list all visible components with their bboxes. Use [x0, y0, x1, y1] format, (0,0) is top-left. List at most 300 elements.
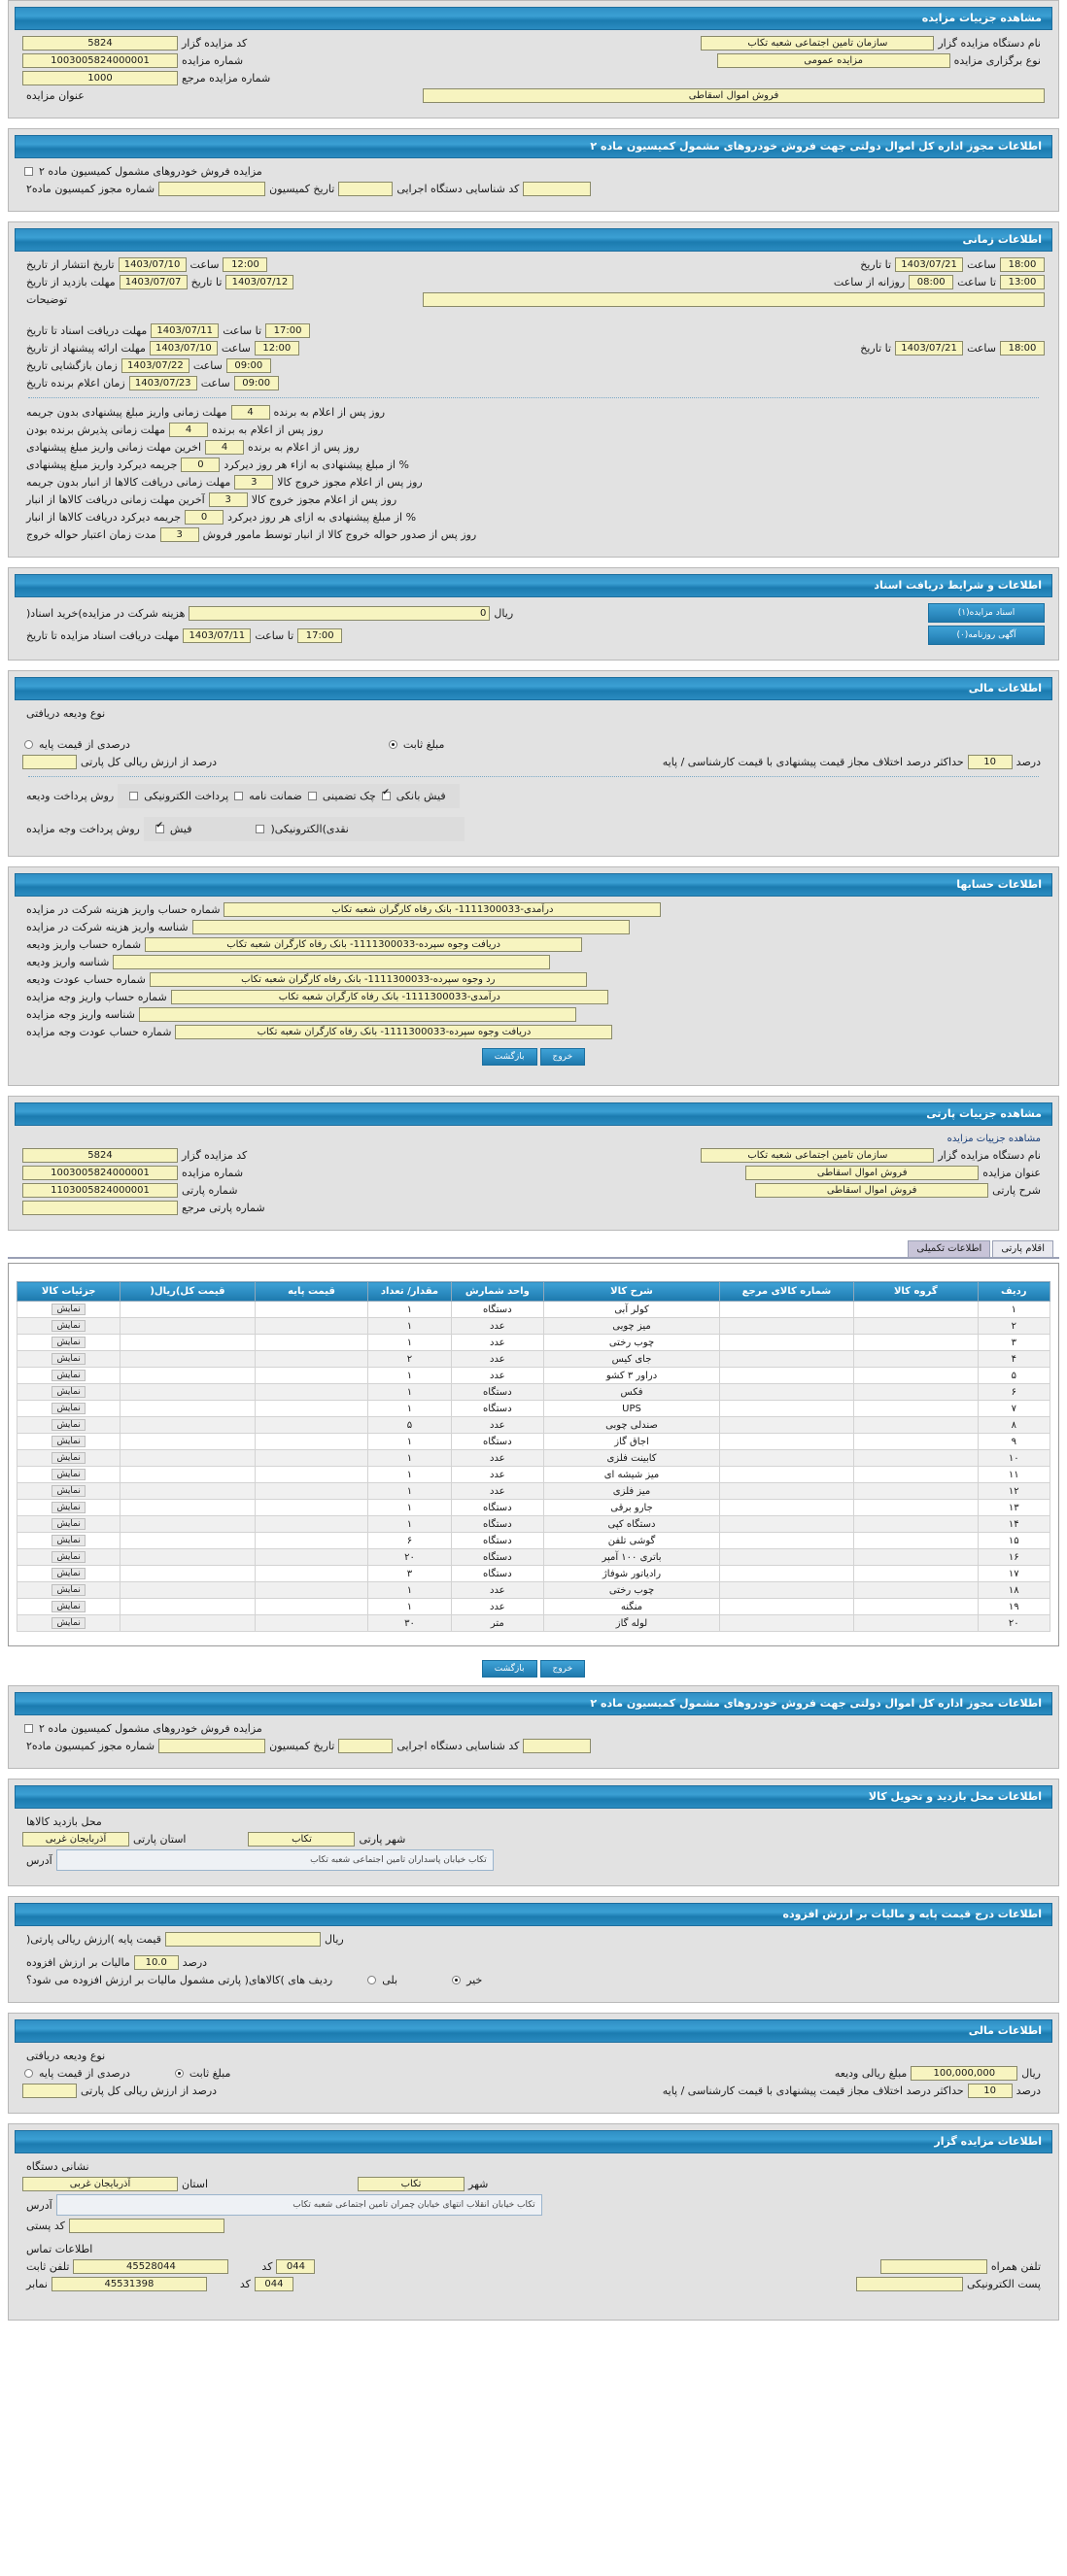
cell-total [120, 1368, 255, 1384]
field-permit-number[interactable] [158, 182, 265, 196]
rule-row-6 [22, 510, 1045, 525]
field-visit-time-daily-from[interactable]: 08:00 [909, 275, 953, 289]
cell-total [120, 1582, 255, 1599]
field-visit-city[interactable]: تکاب [248, 1832, 355, 1847]
items-table-header-row [17, 1282, 1050, 1302]
field-publish-date-to[interactable]: 1403/07/21 [895, 257, 963, 272]
field-party-auction-number[interactable]: 1003005824000001 [22, 1166, 178, 1180]
field-notes[interactable] [423, 292, 1045, 307]
label-vat-question: ردیف های )کالاهای( پارتی مشمول مالیات بر ارزش افزوده می شود؟ [26, 1974, 333, 1986]
table-row [17, 1417, 1050, 1434]
goods-detail-link[interactable]: نمایش [52, 1304, 85, 1315]
rule-unit-4: روز پس از اعلام مجوز خروج کالا [277, 476, 423, 489]
label-vat-yes: بلی [382, 1974, 398, 1986]
cell-group [854, 1599, 979, 1615]
label-fax: نمابر [26, 2278, 48, 2290]
cell-details [17, 1335, 120, 1351]
field-account-7[interactable]: دریافت وجوه سپرده-1111300033- بانک رفاه کارگران شعبه تکاب [175, 1025, 612, 1039]
rule-label-1: مهلت زمانی پذیرش برنده بودن [26, 424, 166, 436]
radio-vat-no[interactable] [452, 1976, 461, 1984]
row-participation-cost [22, 603, 1045, 623]
cell-details [17, 1368, 120, 1384]
table-row [17, 1599, 1050, 1615]
row-auctioneer-province-city [22, 2177, 1045, 2191]
cell-total [120, 1384, 255, 1401]
label-docs-deadline-time: تا ساعت [255, 628, 294, 642]
table-row [17, 1302, 1050, 1318]
rule-value-7[interactable]: 3 [160, 527, 199, 542]
field-deposit-amount[interactable]: 100,000,000 [911, 2066, 1017, 2081]
account-row-6 [22, 1007, 1045, 1022]
field-account-0[interactable]: درآمدی-1111300033- بانک رفاه کارگران شعبه تکاب [224, 902, 661, 917]
field-party-auction-code[interactable]: 5824 [22, 1148, 178, 1163]
checkbox-bank-receipt[interactable] [382, 792, 391, 800]
field-docs-date[interactable]: 1403/07/11 [151, 323, 219, 338]
field-account-6[interactable] [139, 1007, 576, 1022]
label-opening-time: ساعت [192, 359, 223, 372]
bottom-permit-checkbox[interactable] [24, 1724, 33, 1733]
time-panel [8, 221, 1059, 558]
cell-group [854, 1450, 979, 1467]
field-winner-date[interactable]: 1403/07/23 [129, 376, 197, 390]
cell-total [120, 1417, 255, 1434]
field-account-1[interactable] [192, 920, 630, 934]
field-ref-auction-number[interactable]: 1000 [22, 71, 178, 85]
label-proposal-time-to: ساعت [967, 342, 996, 355]
row-deposit-payment-methods [22, 784, 1045, 808]
goods-detail-link[interactable]: نمایش [52, 1518, 85, 1530]
goods-detail-link[interactable]: نمایش [52, 1403, 85, 1414]
cell-ref [719, 1533, 853, 1549]
row-opening-time [22, 358, 1045, 373]
cell-row-no: ۱۸ [978, 1582, 1050, 1599]
field-publish-time-from[interactable]: 12:00 [223, 257, 267, 272]
col-total-price: قیمت کل)ریال( [120, 1282, 255, 1302]
party-subhead: مشاهده جزییات مزایده [947, 1134, 1041, 1144]
goods-detail-link[interactable]: نمایش [52, 1320, 85, 1332]
cell-ref [719, 1302, 853, 1318]
label-vat-no: خیر [466, 1974, 483, 1986]
rule-value-0[interactable]: 4 [231, 405, 270, 420]
field-bottom-percent-of-party[interactable] [22, 2084, 77, 2098]
field-auction-number[interactable]: 1003005824000001 [22, 53, 178, 68]
label-bottom-max-diff: حداکثر درصد اختلاف مجاز قیمت پیشنهادی با قیمت کارشناسی / پایه [662, 2085, 964, 2097]
accounts-body [9, 897, 1058, 1077]
field-bottom-permit-number[interactable] [158, 1739, 265, 1753]
field-visit-date-from[interactable]: 1403/07/07 [120, 275, 188, 289]
cell-row-no: ۱۰ [978, 1450, 1050, 1467]
field-party-auctioneer[interactable]: سازمان تامین اجتماعی شعبه تکاب [701, 1148, 934, 1163]
label-bottom-agency-code: کد شناسایی دستگاه اجرایی [396, 1740, 520, 1752]
cell-total [120, 1434, 255, 1450]
rule-value-3[interactable]: 0 [181, 458, 220, 472]
cell-ref [719, 1599, 853, 1615]
field-publish-time-to[interactable]: 18:00 [1000, 257, 1045, 272]
rule-unit-5: روز پس از اعلام مجوز خروج کالا [251, 493, 397, 506]
cell-details [17, 1615, 120, 1632]
rule-unit-7: روز پس از صدور حواله خروج کالا از انبار توسط مامور فروش [202, 528, 477, 541]
row-docs-deadline [22, 323, 1045, 338]
cell-group [854, 1384, 979, 1401]
cell-row-no: ۱۳ [978, 1500, 1050, 1516]
label-vat: مالیات بر ارزش افزوده [26, 1956, 130, 1969]
cell-base [255, 1500, 368, 1516]
row-visit-deadline [22, 275, 1045, 289]
field-bottom-max-diff[interactable]: 10 [968, 2084, 1013, 2098]
cell-row-no: ۱ [978, 1302, 1050, 1318]
label-auctioneer-name: نام دستگاه مزایده گزار [938, 37, 1041, 50]
cell-ref [719, 1516, 853, 1533]
field-docs-deadline-date[interactable]: 1403/07/11 [183, 628, 251, 643]
rule-unit-6: % از مبلغ پیشنهادی به ازای هر روز دیرکرد [227, 511, 417, 524]
field-email[interactable] [856, 2277, 963, 2291]
cell-base [255, 1483, 368, 1500]
field-proposal-time-from[interactable]: 12:00 [255, 341, 299, 356]
table-row [17, 1483, 1050, 1500]
field-commission-date[interactable] [338, 182, 393, 196]
cell-desc: اجاق گاز [544, 1434, 720, 1450]
field-auction-type[interactable]: مزایده عمومی [717, 53, 950, 68]
cell-group [854, 1434, 979, 1450]
label-participation-cost: هزینه شرکت در مزایده)خرید اسناد( [26, 606, 186, 620]
label-auction-code: کد مزایده گزار [182, 37, 248, 50]
field-proposal-time-to[interactable]: 18:00 [1000, 341, 1045, 356]
goods-detail-link[interactable]: نمایش [52, 1469, 85, 1480]
field-docs-time[interactable]: 17:00 [265, 323, 310, 338]
label-contact-group: اطلاعات تماس [26, 2243, 93, 2255]
goods-detail-link[interactable]: نمایش [52, 1601, 85, 1612]
field-opening-date[interactable]: 1403/07/22 [121, 358, 189, 373]
cell-group [854, 1302, 979, 1318]
cell-qty: ۲ [368, 1351, 451, 1368]
accounts-back-button[interactable]: بازگشت [482, 1048, 537, 1066]
field-account-3[interactable] [113, 955, 550, 969]
cell-group [854, 1368, 979, 1384]
label-publish-time-to: ساعت [967, 258, 996, 271]
field-auctioneer-name[interactable]: سازمان تامین اجتماعی شعبه تکاب [701, 36, 934, 51]
field-account-4[interactable]: رد وجوه سپرده-1111300033- بانک رفاه کارگران شعبه تکاب [150, 972, 587, 987]
field-account-5[interactable]: درآمدی-1111300033- بانک رفاه کارگران شعبه تکاب [171, 990, 608, 1004]
table-row [17, 1318, 1050, 1335]
cell-total [120, 1533, 255, 1549]
cell-row-no: ۱۹ [978, 1599, 1050, 1615]
cell-row-no: ۹ [978, 1434, 1050, 1450]
cell-unit: دستگاه [451, 1302, 544, 1318]
rule-value-1[interactable]: 4 [169, 423, 208, 437]
field-base-price[interactable] [165, 1932, 321, 1947]
cell-ref [719, 1351, 853, 1368]
cell-ref [719, 1500, 853, 1516]
field-auctioneer-city[interactable]: تکاب [358, 2177, 465, 2191]
label-bottom-percent-unit: درصد از ارزش ریالی کل پارتی [81, 2085, 218, 2097]
field-bottom-commission-date[interactable] [338, 1739, 393, 1753]
field-bottom-agency-code[interactable] [523, 1739, 591, 1753]
checkbox-electronic-payment[interactable] [129, 792, 138, 800]
cell-ref [719, 1384, 853, 1401]
cell-total [120, 1450, 255, 1467]
newspaper-ads-button[interactable]: آگهی روزنامه(۰) [928, 626, 1045, 645]
table-row [17, 1335, 1050, 1351]
accounts-exit-button[interactable]: خروج [540, 1048, 586, 1066]
rule-row-4 [22, 475, 1045, 490]
label-mobile: تلفن همراه [990, 2260, 1041, 2273]
row-percent-field [22, 755, 1045, 769]
rule-row-5 [22, 492, 1045, 507]
label-publish-date-to: تا تاریخ [860, 258, 892, 271]
items-back-button[interactable]: بازگشت [482, 1660, 537, 1678]
field-mobile[interactable] [880, 2259, 987, 2274]
bottom-permit-panel [8, 1685, 1059, 1769]
cell-group [854, 1533, 979, 1549]
checkbox-guarantee-check[interactable] [308, 792, 317, 800]
cell-unit: عدد [451, 1467, 544, 1483]
cell-ref [719, 1434, 853, 1450]
cell-desc: گوشی تلفن [544, 1533, 720, 1549]
cell-qty: ۵ [368, 1417, 451, 1434]
rule-unit-3: % از مبلغ پیشنهادی به ازاء هر روز دیرکرد [224, 458, 409, 471]
accounts-panel [8, 866, 1059, 1086]
label-account-3: شناسه واریز ودیعه [26, 956, 110, 968]
cell-unit: دستگاه [451, 1500, 544, 1516]
rule-label-5: آخرین مهلت زمانی دریافت کالاها از انبار [26, 493, 205, 506]
cell-details [17, 1450, 120, 1467]
cell-group [854, 1500, 979, 1516]
row-bottom-deposit-amount [22, 2066, 1045, 2081]
items-exit-button[interactable]: خروج [540, 1660, 586, 1678]
cell-group [854, 1467, 979, 1483]
auctioneer-panel [8, 2123, 1059, 2321]
field-account-2[interactable]: دریافت وجوه سپرده-1111300033- بانک رفاه کارگران شعبه تکاب [145, 937, 582, 952]
rule-row-3 [22, 458, 1045, 472]
field-auctioneer-province[interactable]: آذربایجان غربی [22, 2177, 178, 2191]
label-party-auction-code: کد مزایده گزار [182, 1149, 248, 1162]
cell-qty: ۱ [368, 1401, 451, 1417]
auction-documents-button[interactable]: اسناد مزایده(۱) [928, 603, 1045, 623]
field-visit-date-to[interactable]: 1403/07/12 [225, 275, 293, 289]
label-account-5: شماره حساب واریز وجه مزایده [26, 991, 167, 1003]
rule-value-6[interactable]: 0 [185, 510, 224, 525]
auction-details-body [9, 30, 1058, 110]
label-deposit-m3: فیش بانکی [396, 790, 446, 802]
label-bottom-fixed-option: مبلغ ثابت [189, 2067, 231, 2080]
label-postal-code: کد پستی [26, 2220, 65, 2232]
cell-base [255, 1335, 368, 1351]
table-row [17, 1566, 1050, 1582]
accounts-header: اطلاعات حسابها [15, 873, 1052, 897]
label-docs-time: تا ساعت [223, 324, 262, 337]
field-proposal-date-from[interactable]: 1403/07/10 [150, 341, 218, 356]
cell-base [255, 1401, 368, 1417]
separator-2 [28, 776, 1039, 777]
row-bottom-deposit-type [22, 2049, 1045, 2063]
permit-panel [8, 128, 1059, 212]
goods-detail-link[interactable]: نمایش [52, 1584, 85, 1596]
field-party-number[interactable]: 1103005824000001 [22, 1183, 178, 1198]
checkbox-receipt[interactable] [155, 825, 164, 833]
field-auction-title[interactable]: فروش اموال اسقاطی [423, 88, 1045, 103]
goods-detail-link[interactable]: نمایش [52, 1485, 85, 1497]
field-visit-time-to[interactable]: 13:00 [1000, 275, 1045, 289]
row-docs-deadline-2 [22, 626, 1045, 645]
field-phone[interactable]: 45528044 [73, 2259, 228, 2274]
radio-bottom-percent-of-base[interactable] [24, 2069, 33, 2078]
label-party-auctioneer: نام دستگاه مزایده گزار [938, 1149, 1041, 1162]
cell-qty: ۱ [368, 1368, 451, 1384]
checkbox-guarantee-letter[interactable] [234, 792, 243, 800]
radio-vat-yes[interactable] [367, 1976, 376, 1984]
cell-row-no: ۱۶ [978, 1549, 1050, 1566]
table-row [17, 1533, 1050, 1549]
cell-total [120, 1302, 255, 1318]
permit-header: اطلاعات مجوز اداره کل اموال دولتی جهت فروش خودروهای مشمول کمیسیون ماده ۲ [15, 135, 1052, 158]
label-deposit-amount: مبلغ ریالی ودیعه [834, 2067, 908, 2080]
rule-value-5[interactable]: 3 [209, 492, 248, 507]
cell-qty: ۱ [368, 1500, 451, 1516]
field-opening-time[interactable]: 09:00 [226, 358, 271, 373]
field-party-desc[interactable]: فروش اموال اسقاطی [755, 1183, 988, 1198]
cell-row-no: ۵ [978, 1368, 1050, 1384]
field-party-auction-title[interactable]: فروش اموال اسقاطی [745, 1166, 979, 1180]
rule-value-2[interactable]: 4 [205, 440, 244, 455]
goods-detail-link[interactable]: نمایش [52, 1386, 85, 1398]
row-deposit-options [22, 737, 1045, 752]
documents-header: اطلاعات و شرایط دریافت اسناد [15, 574, 1052, 597]
cell-details [17, 1549, 120, 1566]
rule-row-0 [22, 405, 1045, 420]
bottom-financial-body [9, 2043, 1058, 2105]
cell-group [854, 1549, 979, 1566]
cell-qty: ۱ [368, 1467, 451, 1483]
label-publish-date-from: تاریخ انتشار از تاریخ [26, 258, 115, 271]
rule-row-7 [22, 527, 1045, 542]
goods-detail-link[interactable]: نمایش [52, 1551, 85, 1563]
cell-desc: منگنه [544, 1599, 720, 1615]
cell-ref [719, 1483, 853, 1500]
tab-party-items[interactable]: اقلام پارتی [992, 1240, 1053, 1257]
cell-row-no: ۲ [978, 1318, 1050, 1335]
goods-detail-link[interactable]: نمایش [52, 1337, 85, 1348]
field-docs-deadline-time[interactable]: 17:00 [297, 628, 342, 643]
separator-1 [28, 397, 1039, 398]
field-proposal-date-to[interactable]: 1403/07/21 [895, 341, 963, 356]
field-percent-of-party[interactable] [22, 755, 77, 769]
cell-unit: عدد [451, 1351, 544, 1368]
goods-detail-link[interactable]: نمایش [52, 1436, 85, 1447]
table-row [17, 1351, 1050, 1368]
label-publish-time-from: ساعت [189, 258, 220, 271]
label-account-7: شماره حساب عودت وجه مزایده [26, 1026, 172, 1038]
label-deposit-m0: پرداخت الکترونیکی [144, 790, 229, 802]
field-fax-code[interactable]: 044 [255, 2277, 293, 2291]
field-visit-province[interactable]: آذربایجان غربی [22, 1832, 129, 1847]
permit-checkbox[interactable] [24, 167, 33, 176]
cell-ref [719, 1368, 853, 1384]
goods-detail-link[interactable]: نمایش [52, 1502, 85, 1513]
field-vat[interactable]: 10.0 [134, 1955, 179, 1970]
cell-total [120, 1467, 255, 1483]
label-party-desc: شرح پارتی [992, 1184, 1041, 1197]
label-phone: تلفن ثابت [26, 2260, 70, 2273]
label-account-0: شماره حساب واریز هزینه شرکت در مزایده [26, 903, 221, 916]
field-fax[interactable]: 45531398 [52, 2277, 207, 2291]
cell-row-no: ۱۱ [978, 1467, 1050, 1483]
checkbox-cash-electronic[interactable] [256, 825, 264, 833]
goods-detail-link[interactable]: نمایش [52, 1353, 85, 1365]
label-auctioneer-address: آدرس [26, 2198, 52, 2212]
label-auction-payment-method: روش پرداخت وجه مزایده [26, 823, 140, 835]
cell-unit: دستگاه [451, 1566, 544, 1582]
cell-desc: کابینت فلزی [544, 1450, 720, 1467]
field-participation-cost[interactable]: 0 [189, 606, 490, 621]
cell-row-no: ۱۷ [978, 1566, 1050, 1582]
row-address-group [22, 2159, 1045, 2174]
rule-value-4[interactable]: 3 [234, 475, 273, 490]
cell-details [17, 1417, 120, 1434]
auction-payment-box [144, 817, 465, 841]
account-row-4 [22, 972, 1045, 987]
field-postal-code[interactable] [69, 2219, 224, 2233]
cell-desc: فکس [544, 1384, 720, 1401]
goods-detail-link[interactable]: نمایش [52, 1617, 85, 1629]
deposit-methods-box [118, 784, 459, 808]
items-table-body [17, 1302, 1050, 1632]
field-auction-code[interactable]: 5824 [22, 36, 178, 51]
radio-bottom-fixed-amount[interactable] [175, 2069, 184, 2078]
goods-detail-link[interactable]: نمایش [52, 1568, 85, 1579]
cell-details [17, 1351, 120, 1368]
field-max-diff[interactable]: 10 [968, 755, 1013, 769]
table-row [17, 1615, 1050, 1632]
radio-percent-of-base[interactable] [24, 740, 33, 749]
field-agency-code[interactable] [523, 182, 591, 196]
field-winner-time[interactable]: 09:00 [234, 376, 279, 390]
cell-qty: ۱ [368, 1335, 451, 1351]
label-fixed-option: مبلغ ثابت [402, 738, 445, 751]
table-row [17, 1434, 1050, 1450]
party-panel [8, 1096, 1059, 1231]
table-row [17, 1467, 1050, 1483]
label-auctioneer-city: شهر [468, 2178, 489, 2190]
row-bottom-permit-checkbox [22, 1721, 1045, 1736]
items-tabstrip-wrap [8, 1240, 1059, 1259]
radio-fixed-amount[interactable] [389, 740, 397, 749]
goods-detail-link[interactable]: نمایش [52, 1419, 85, 1431]
party-row-3 [22, 1201, 1045, 1215]
field-publish-date-from[interactable]: 1403/07/10 [119, 257, 187, 272]
field-phone-code[interactable]: 044 [276, 2259, 315, 2274]
cell-details [17, 1516, 120, 1533]
label-visit-place: محل بازدید کالاها [26, 1815, 102, 1828]
cell-total [120, 1500, 255, 1516]
col-goods-details: جزئیات کالا [17, 1282, 120, 1302]
goods-detail-link[interactable]: نمایش [52, 1535, 85, 1546]
field-party-ref-number[interactable] [22, 1201, 178, 1215]
row-base-price [22, 1932, 1045, 1947]
bottom-financial-header: اطلاعات مالی [15, 2019, 1052, 2043]
row-bottom-max-diff [22, 2084, 1045, 2098]
field-auctioneer-address[interactable]: تکاب خیابان انقلاب انتهای خیابان چمران تامین اجتماعی شعبه تکاب [56, 2194, 542, 2216]
tab-supplementary-info[interactable]: اطلاعات تکمیلی [908, 1240, 990, 1257]
cell-unit: دستگاه [451, 1384, 544, 1401]
cell-group [854, 1566, 979, 1582]
cell-base [255, 1549, 368, 1566]
table-row [17, 1549, 1050, 1566]
field-visit-address[interactable]: تکاب خیابان پاسداران تامین اجتماعی شعبه تکاب [56, 1849, 494, 1871]
row-vat [22, 1955, 1045, 1970]
table-row [17, 1582, 1050, 1599]
goods-detail-link[interactable]: نمایش [52, 1452, 85, 1464]
goods-detail-link[interactable]: نمایش [52, 1370, 85, 1381]
